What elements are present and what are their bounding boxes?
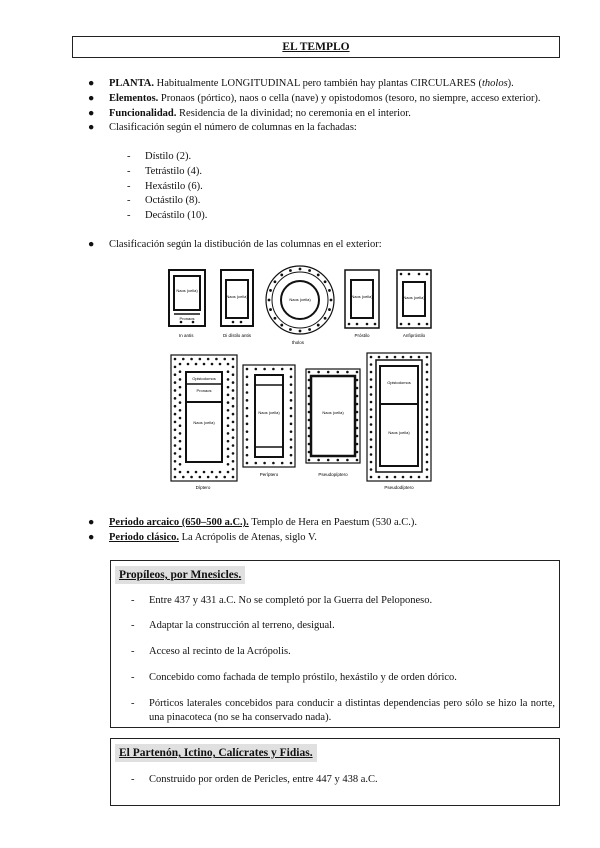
column-dot bbox=[179, 409, 182, 412]
column-dot bbox=[227, 471, 230, 474]
column-dot bbox=[317, 324, 320, 327]
column-dot bbox=[356, 371, 359, 374]
column-dot bbox=[290, 407, 293, 410]
column-dot bbox=[187, 471, 190, 474]
plan-label: Naos (cella) bbox=[258, 410, 280, 415]
column-dot bbox=[246, 446, 249, 449]
column-dot bbox=[408, 273, 411, 276]
column-dot bbox=[232, 476, 235, 479]
column-dot bbox=[174, 429, 177, 432]
column-dot bbox=[386, 356, 389, 359]
plan-caption: Próstilo bbox=[354, 333, 370, 338]
column-dot bbox=[227, 424, 230, 427]
column-dot bbox=[227, 417, 230, 420]
column-dot bbox=[232, 358, 235, 361]
column-dot bbox=[426, 356, 429, 359]
column-dot bbox=[426, 431, 429, 434]
column-dot bbox=[195, 471, 198, 474]
column-dot bbox=[255, 462, 258, 465]
column-dot bbox=[272, 462, 275, 465]
column-dot bbox=[330, 299, 333, 302]
column-dot bbox=[426, 371, 429, 374]
column-dot bbox=[179, 394, 182, 397]
column-dot bbox=[240, 321, 243, 324]
plan-label: Pronaos bbox=[196, 388, 212, 393]
column-dot bbox=[174, 373, 177, 376]
column-dot bbox=[232, 389, 235, 392]
column-dot bbox=[182, 476, 185, 479]
column-dot bbox=[174, 436, 177, 439]
column-dot bbox=[227, 394, 230, 397]
column-dot bbox=[219, 363, 222, 366]
column-dot bbox=[356, 323, 359, 326]
column-dot bbox=[308, 371, 311, 374]
column-dot bbox=[426, 416, 429, 419]
column-dot bbox=[290, 415, 293, 418]
column-dot bbox=[174, 444, 177, 447]
column-dot bbox=[290, 446, 293, 449]
column-dot bbox=[378, 356, 381, 359]
column-dot bbox=[179, 370, 182, 373]
column-dot bbox=[232, 460, 235, 463]
column-dot bbox=[370, 378, 373, 381]
column-dot bbox=[308, 269, 311, 272]
column-dot bbox=[246, 438, 249, 441]
column-dot bbox=[179, 386, 182, 389]
section-heading: Propíleos, por Mnesicles. bbox=[115, 566, 245, 584]
column-dot bbox=[215, 476, 218, 479]
column-dot bbox=[426, 453, 429, 456]
column-dot bbox=[211, 471, 214, 474]
column-dot bbox=[227, 455, 230, 458]
column-dot bbox=[207, 476, 210, 479]
column-dot bbox=[179, 463, 182, 466]
column-dot bbox=[192, 321, 195, 324]
column-dot bbox=[426, 378, 429, 381]
column-dot bbox=[179, 424, 182, 427]
column-dot bbox=[324, 280, 327, 283]
column-dot bbox=[370, 423, 373, 426]
column-dot bbox=[203, 363, 206, 366]
column-dot bbox=[426, 401, 429, 404]
column-dot bbox=[232, 421, 235, 424]
column-dot bbox=[179, 471, 182, 474]
column-dot bbox=[272, 368, 275, 371]
column-dot bbox=[179, 417, 182, 420]
column-dot bbox=[179, 401, 182, 404]
column-dot bbox=[232, 381, 235, 384]
column-dot bbox=[274, 280, 277, 283]
plan-label: Naos (cella) bbox=[351, 294, 373, 299]
column-dot bbox=[269, 308, 272, 311]
column-dot bbox=[426, 323, 429, 326]
column-dot bbox=[394, 356, 397, 359]
column-dot bbox=[370, 386, 373, 389]
column-dot bbox=[370, 476, 373, 479]
column-dot bbox=[370, 468, 373, 471]
column-dot bbox=[370, 438, 373, 441]
column-dot bbox=[174, 413, 177, 416]
plan-caption: Pseudodíptero bbox=[384, 485, 414, 490]
plan-caption: Anfipróstilo bbox=[402, 333, 426, 338]
column-dot bbox=[337, 371, 340, 374]
column-dot bbox=[418, 273, 421, 276]
column-dot bbox=[280, 324, 283, 327]
column-dot bbox=[426, 386, 429, 389]
column-dot bbox=[317, 274, 320, 277]
column-dot bbox=[370, 461, 373, 464]
column-dot bbox=[418, 476, 421, 479]
column-dot bbox=[227, 386, 230, 389]
column-dot bbox=[378, 476, 381, 479]
column-dot bbox=[337, 459, 340, 462]
column-dot bbox=[232, 321, 235, 324]
section-partenon: El Partenón, Ictino, Calícrates y Fidias. - Construido por orden de Pericles, entre 447 y 438 a.C. bbox=[110, 738, 560, 806]
column-dot bbox=[299, 268, 302, 271]
column-dot bbox=[182, 358, 185, 361]
column-dot bbox=[356, 459, 359, 462]
column-dot bbox=[246, 454, 249, 457]
column-dot bbox=[426, 461, 429, 464]
column-dot bbox=[290, 383, 293, 386]
column-dot bbox=[426, 438, 429, 441]
column-dot bbox=[180, 321, 183, 324]
plan-caption: Pseudopíptero bbox=[318, 472, 348, 477]
column-dot bbox=[426, 476, 429, 479]
column-dot bbox=[400, 323, 403, 326]
column-dot bbox=[246, 423, 249, 426]
column-dot bbox=[290, 399, 293, 402]
column-dot bbox=[426, 446, 429, 449]
column-dot bbox=[190, 476, 193, 479]
column-dot bbox=[317, 459, 320, 462]
column-dot bbox=[174, 389, 177, 392]
column-dot bbox=[402, 356, 405, 359]
column-dot bbox=[274, 317, 277, 320]
column-dot bbox=[227, 363, 230, 366]
column-dot bbox=[179, 363, 182, 366]
column-dot bbox=[174, 381, 177, 384]
column-dot bbox=[290, 391, 293, 394]
column-dot bbox=[219, 471, 222, 474]
column-dot bbox=[370, 453, 373, 456]
column-dot bbox=[232, 405, 235, 408]
column-dot bbox=[426, 408, 429, 411]
column-dot bbox=[327, 371, 330, 374]
column-dot bbox=[190, 358, 193, 361]
plan-label: Naos (cella) bbox=[226, 294, 248, 299]
column-dot bbox=[370, 408, 373, 411]
column-dot bbox=[290, 423, 293, 426]
column-dot bbox=[246, 391, 249, 394]
plan-label: Naos (cella) bbox=[403, 295, 425, 300]
column-dot bbox=[246, 376, 249, 379]
column-dot bbox=[227, 440, 230, 443]
column-dot bbox=[246, 399, 249, 402]
column-dot bbox=[308, 459, 311, 462]
column-dot bbox=[246, 415, 249, 418]
column-dot bbox=[290, 376, 293, 379]
column-dot bbox=[374, 323, 377, 326]
column-dot bbox=[426, 273, 429, 276]
plan-caption: Períptero bbox=[259, 472, 279, 477]
column-dot bbox=[207, 358, 210, 361]
column-dot bbox=[215, 358, 218, 361]
column-dot bbox=[223, 476, 226, 479]
column-dot bbox=[227, 432, 230, 435]
plan-label: Naos (cella) bbox=[193, 420, 215, 425]
column-dot bbox=[386, 476, 389, 479]
column-dot bbox=[281, 462, 284, 465]
column-dot bbox=[246, 462, 249, 465]
column-dot bbox=[426, 423, 429, 426]
column-dot bbox=[179, 440, 182, 443]
column-dot bbox=[179, 378, 182, 381]
column-dot bbox=[246, 383, 249, 386]
column-dot bbox=[203, 471, 206, 474]
column-dot bbox=[174, 460, 177, 463]
column-dot bbox=[418, 356, 421, 359]
column-dot bbox=[366, 323, 369, 326]
column-dot bbox=[232, 366, 235, 369]
section-heading: El Partenón, Ictino, Calícrates y Fidias. bbox=[115, 744, 317, 762]
plan-label: Pronaos bbox=[179, 316, 195, 321]
plan-caption: tholos bbox=[291, 340, 305, 345]
column-dot bbox=[232, 373, 235, 376]
column-dot bbox=[370, 416, 373, 419]
plan-label: Naos (cella) bbox=[289, 297, 311, 302]
column-dot bbox=[232, 468, 235, 471]
column-dot bbox=[394, 476, 397, 479]
page-title: EL TEMPLO bbox=[72, 36, 560, 58]
plan-caption: Díptero bbox=[195, 485, 211, 490]
column-dot bbox=[370, 431, 373, 434]
column-dot bbox=[410, 476, 413, 479]
column-dot bbox=[232, 436, 235, 439]
column-dot bbox=[227, 378, 230, 381]
column-dot bbox=[211, 363, 214, 366]
column-dot bbox=[324, 317, 327, 320]
column-dot bbox=[408, 323, 411, 326]
column-dot bbox=[174, 397, 177, 400]
column-dot bbox=[289, 269, 292, 272]
column-dot bbox=[317, 371, 320, 374]
plan-label: Opistodomos bbox=[192, 376, 216, 381]
column-dot bbox=[410, 356, 413, 359]
column-dot bbox=[370, 401, 373, 404]
column-dot bbox=[418, 323, 421, 326]
section-propileos: Propíleos, por Mnesicles. - Entre 437 y 431 a.C. No se completó por la Guerra del Peloponeso. - Adaptar la construcción al terreno, desigual. - Acceso al recinto de la Acrópolis. - Concebido como fachada de templo próstilo, hexástilo y de orden dórico. - Pórticos laterales concebidos para conducir a distintas dependencias pero sólo se hizo la norte, una pinacoteca (no se ha conservado nada). bbox=[110, 560, 560, 728]
column-dot bbox=[328, 289, 331, 292]
column-dot bbox=[290, 368, 293, 371]
column-dot bbox=[174, 405, 177, 408]
column-dot bbox=[227, 370, 230, 373]
column-dot bbox=[199, 476, 202, 479]
column-dot bbox=[370, 363, 373, 366]
column-dot bbox=[400, 273, 403, 276]
column-dot bbox=[268, 299, 271, 302]
column-dot bbox=[227, 463, 230, 466]
column-dot bbox=[174, 452, 177, 455]
column-dot bbox=[281, 368, 284, 371]
plan-caption: In antis bbox=[179, 333, 194, 338]
column-dot bbox=[370, 371, 373, 374]
column-dot bbox=[246, 407, 249, 410]
column-dot bbox=[290, 430, 293, 433]
column-dot bbox=[179, 432, 182, 435]
column-dot bbox=[179, 448, 182, 451]
column-dot bbox=[263, 368, 266, 371]
column-dot bbox=[370, 356, 373, 359]
column-dot bbox=[227, 409, 230, 412]
column-dot bbox=[269, 289, 272, 292]
column-dot bbox=[328, 308, 331, 311]
column-dot bbox=[370, 393, 373, 396]
column-dot bbox=[232, 444, 235, 447]
column-dot bbox=[227, 401, 230, 404]
plan-label: Naos (cella) bbox=[322, 410, 344, 415]
column-dot bbox=[227, 448, 230, 451]
column-dot bbox=[290, 438, 293, 441]
plan-label: Opistodomos bbox=[387, 380, 411, 385]
column-dot bbox=[174, 476, 177, 479]
column-dot bbox=[232, 397, 235, 400]
column-dot bbox=[426, 468, 429, 471]
column-dot bbox=[299, 330, 302, 333]
column-dot bbox=[179, 455, 182, 458]
column-dot bbox=[174, 366, 177, 369]
column-dot bbox=[290, 462, 293, 465]
plan-caption: Di dístilo antis bbox=[222, 333, 252, 338]
column-dot bbox=[346, 371, 349, 374]
column-dot bbox=[246, 430, 249, 433]
column-dot bbox=[426, 363, 429, 366]
column-dot bbox=[327, 459, 330, 462]
column-dot bbox=[174, 468, 177, 471]
column-dot bbox=[280, 274, 283, 277]
plan-label: Naos (cella) bbox=[176, 288, 198, 293]
column-dot bbox=[348, 323, 351, 326]
column-dot bbox=[246, 368, 249, 371]
column-dot bbox=[187, 363, 190, 366]
column-dot bbox=[232, 429, 235, 432]
column-dot bbox=[370, 446, 373, 449]
column-dot bbox=[290, 454, 293, 457]
column-dot bbox=[195, 363, 198, 366]
column-dot bbox=[232, 413, 235, 416]
column-dot bbox=[402, 476, 405, 479]
column-dot bbox=[255, 368, 258, 371]
temple-plans-diagram bbox=[148, 262, 438, 494]
column-dot bbox=[308, 328, 311, 331]
column-dot bbox=[426, 393, 429, 396]
column-dot bbox=[199, 358, 202, 361]
column-dot bbox=[346, 459, 349, 462]
column-dot bbox=[174, 421, 177, 424]
column-dot bbox=[174, 358, 177, 361]
plan-label: Naos (cella) bbox=[388, 430, 410, 435]
column-dot bbox=[232, 452, 235, 455]
column-dot bbox=[263, 462, 266, 465]
column-dot bbox=[289, 328, 292, 331]
column-dot bbox=[223, 358, 226, 361]
